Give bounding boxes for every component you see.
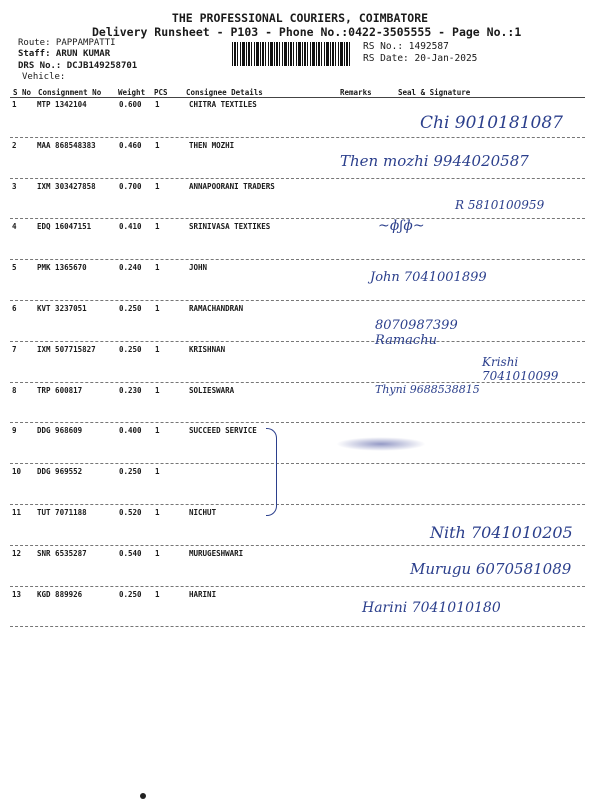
signature-row-5: John 7041001899 xyxy=(370,270,487,285)
cell-consignment: MAA 868548383 xyxy=(37,140,96,150)
row-divider xyxy=(10,137,585,138)
cell-consignment: PMK 1365670 xyxy=(37,263,87,273)
cell-consignment: IXM 507715827 xyxy=(37,344,96,354)
cell-consignment: KVT 3237051 xyxy=(37,304,87,313)
cell-consignee: THEN MOZHI xyxy=(189,140,235,150)
cell-pcs: 1 xyxy=(155,304,160,313)
signature-row-6: 8070987399 Ramachu xyxy=(375,318,458,348)
barcode-icon xyxy=(232,42,350,66)
drs-number: DRS No.: DCJB149258701 xyxy=(18,61,138,71)
row-divider xyxy=(10,259,585,260)
row-divider xyxy=(10,178,585,179)
cell-consignee: CHITRA TEXTILES xyxy=(189,100,257,109)
cell-weight: 0.700 xyxy=(119,181,142,191)
row-divider xyxy=(10,504,585,505)
signature-row-13: Harini 7041010180 xyxy=(362,600,501,616)
cell-consignment: SNR 6535287 xyxy=(37,548,87,558)
col-signature: Seal & Signature xyxy=(398,88,471,97)
cell-sno: 11 xyxy=(12,508,22,517)
cell-pcs: 1 xyxy=(155,508,160,517)
cell-weight: 0.540 xyxy=(119,548,142,558)
rs-date: RS Date: 20-Jan-2025 xyxy=(363,53,478,64)
runsheet-title: Delivery Runsheet - P103 - Phone No.:0422-3505555 - Page No.:1 xyxy=(92,25,522,39)
cell-pcs: 1 xyxy=(155,100,160,109)
row-divider xyxy=(10,626,585,627)
cell-sno: 7 xyxy=(12,344,17,354)
cell-weight: 0.250 xyxy=(119,589,142,599)
cell-sno: 10 xyxy=(12,467,22,477)
company-seal-stamp xyxy=(326,435,496,490)
row-divider xyxy=(10,463,585,464)
cell-consignment: TRP 600817 xyxy=(37,385,83,395)
cell-consignment: KGD 889926 xyxy=(37,589,83,599)
row-divider xyxy=(10,218,585,219)
col-pcs: PCS xyxy=(154,88,168,97)
signature-row-1: Chi 9010181087 xyxy=(420,113,563,133)
signature-row-3: R 5810100959 xyxy=(455,198,545,212)
cell-consignee: SRINIVASA TEXTIKES xyxy=(189,222,271,232)
cell-weight: 0.250 xyxy=(119,344,142,354)
cell-sno: 3 xyxy=(12,181,17,191)
row-divider xyxy=(10,545,585,546)
cell-consignee: HARINI xyxy=(189,589,217,599)
cell-weight: 0.240 xyxy=(119,263,142,273)
cell-consignee: NICHUT xyxy=(189,508,217,517)
cell-weight: 0.460 xyxy=(119,140,142,150)
cell-sno: 9 xyxy=(12,426,17,436)
cell-consignment: MTP 1342104 xyxy=(37,100,87,109)
cell-consignee: RAMACHANDRAN xyxy=(189,304,244,313)
cell-pcs: 1 xyxy=(155,140,160,150)
col-sno: S No xyxy=(13,88,32,97)
row-divider xyxy=(10,300,585,301)
cell-consignee: SUCCEED SERVICE xyxy=(189,426,257,436)
cell-weight: 0.520 xyxy=(119,508,142,517)
cell-weight: 0.250 xyxy=(119,467,142,477)
cell-sno: 12 xyxy=(12,548,22,558)
col-consignment: Consignment No xyxy=(38,88,102,97)
rs-number: RS No.: 1492587 xyxy=(363,41,449,52)
signature-row-7: Krishi 7041010099 xyxy=(482,355,559,383)
signature-row-2: Then mozhi 9944020587 xyxy=(340,152,529,170)
cell-sno: 8 xyxy=(12,385,17,395)
cell-pcs: 1 xyxy=(155,589,160,599)
cell-pcs: 1 xyxy=(155,222,160,232)
cell-consignee: ANNAPOORANI TRADERS xyxy=(189,181,275,191)
page-mark xyxy=(140,793,146,799)
cell-consignee: SOLIESWARA xyxy=(189,385,235,395)
staff-label: Staff: ARUN KUMAR xyxy=(18,49,111,59)
cell-weight: 0.230 xyxy=(119,385,142,395)
company-name: THE PROFESSIONAL COURIERS, COIMBATORE xyxy=(171,11,429,25)
cell-pcs: 1 xyxy=(155,548,160,558)
cell-sno: 1 xyxy=(12,100,17,109)
signature-row-4: ~ɸʃɸ~ xyxy=(378,218,425,234)
cell-pcs: 1 xyxy=(155,263,160,273)
header-rule xyxy=(10,97,585,98)
cell-consignment: DDG 968609 xyxy=(37,426,83,436)
cell-consignee: JOHN xyxy=(189,263,208,273)
grouping-bracket xyxy=(266,428,277,516)
cell-sno: 6 xyxy=(12,304,17,313)
col-consignee: Consignee Details xyxy=(186,88,263,97)
signature-row-11: Nith 7041010205 xyxy=(430,523,573,542)
row-divider xyxy=(10,586,585,587)
cell-pcs: 1 xyxy=(155,385,160,395)
cell-consignee: KRISHNAN xyxy=(189,344,226,354)
cell-pcs: 1 xyxy=(155,426,160,436)
cell-pcs: 1 xyxy=(155,344,160,354)
col-remarks: Remarks xyxy=(340,88,372,97)
cell-weight: 0.410 xyxy=(119,222,142,232)
signature-row-12: Murugu 6070581089 xyxy=(410,560,572,578)
cell-pcs: 1 xyxy=(155,467,160,477)
cell-weight: 0.250 xyxy=(119,304,142,313)
cell-consignee: MURUGESHWARI xyxy=(189,548,244,558)
vehicle-label: Vehicle: xyxy=(22,72,66,82)
cell-weight: 0.600 xyxy=(119,100,142,109)
row-divider xyxy=(10,422,585,423)
col-weight: Weight xyxy=(118,88,146,97)
cell-pcs: 1 xyxy=(155,181,160,191)
cell-sno: 13 xyxy=(12,589,22,599)
cell-sno: 5 xyxy=(12,263,17,273)
cell-sno: 2 xyxy=(12,140,17,150)
signature-row-8: Thyni 9688538815 xyxy=(375,383,480,396)
cell-consignment: IXM 303427858 xyxy=(37,181,96,191)
cell-weight: 0.400 xyxy=(119,426,142,436)
cell-consignment: EDQ 16047151 xyxy=(37,222,92,232)
cell-sno: 4 xyxy=(12,222,17,232)
cell-consignment: DDG 969552 xyxy=(37,467,83,477)
route-label: Route: PAPPAMPATTI xyxy=(18,38,116,48)
cell-consignment: TUT 7071188 xyxy=(37,508,87,517)
